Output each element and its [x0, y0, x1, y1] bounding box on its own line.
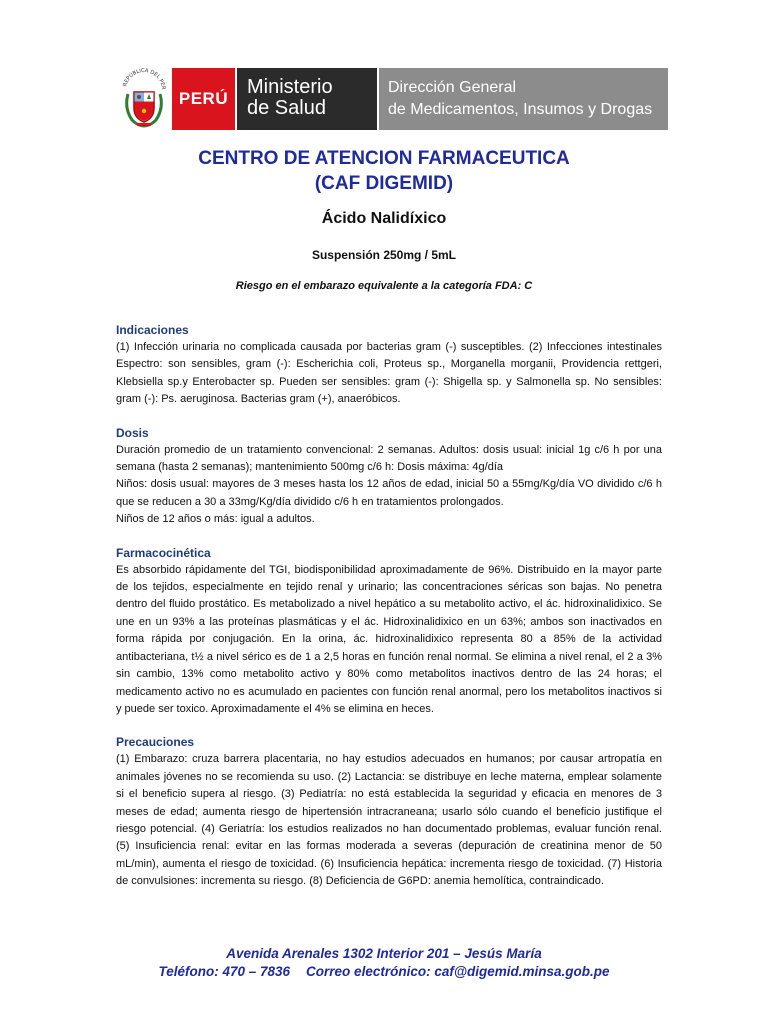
section-heading: Precauciones: [116, 735, 195, 750]
footer-email[interactable]: Correo electrónico: caf@digemid.minsa.gob.pe: [306, 964, 610, 979]
header-banner: [118, 68, 668, 130]
ministry-line-2: de Salud: [247, 97, 326, 119]
section-heading: Dosis: [116, 425, 149, 440]
footer-address: Avenida Arenales 1302 Interior 201 – Jesús María: [226, 946, 542, 961]
section-heading: Farmacocinética: [116, 545, 211, 560]
drug-name: Ácido Nalidíxico: [321, 210, 447, 227]
section-paragraph: Niños: dosis usual: mayores de 3 meses hasta los 12 años de edad, inicial 50 a 55mg/Kg/día VO dividido c/6 h que se reducen a 30 a 33mg/Kg/día dividido c/6 h en tratamientos prolongados.: [116, 478, 662, 508]
section-paragraph: Duración promedio de un tratamiento convencional: 2 semanas. Adultos: dosis usual: inicial 1g c/6 h por una semana (hasta 2 semanas); mantenimiento 500mg c/6 h: Dosis máxima: 4g/día: [116, 443, 662, 474]
section-heading: Indicaciones: [116, 323, 189, 337]
directorate-line-2: de Medicamentos, Insumos y Drogas: [388, 101, 653, 118]
monograph-body: [116, 322, 662, 907]
document-title-line-2: (CAF DIGEMID): [314, 173, 454, 194]
section-paragraph: Niños de 12 años o más: igual a adultos.: [116, 513, 315, 526]
peru-label: PERÚ: [178, 89, 229, 108]
section-paragraph: (1) Infección urinaria no complicada causada por bacterias gram (-) susceptibles. (2) Infecciones intestinales Espectro: son sensibles, gram (-): Escherichia coli, Proteus sp., Morganella morganii, Providencia rettgeri, Klebsiella sp.y Enterobacter sp. Pueden ser sensibles: gram (-): Shigella sp. y Salmonella sp. No sensibles: gram (-): Ps. aeruginosa. Bacterias gram (+), anaeróbicos.: [116, 341, 662, 406]
section-paragraph: (1) Embarazo: cruza barrera placentaria, no hay estudios adecuados en humanos; por causar artropatía en animales jóvenes no se recomienda su uso. (2) Lactancia: se distribuye en leche materna, emplear solamente si el beneficio supera al riesgo. (3) Pediatría: no está establecida la seguridad y eficacia en menores de 3 meses de edad; aumenta riesgo de hipertensión intracraneana; usarlo sólo cuando el beneficio justifique el riesgo potencial. (4) Geriatría: los estudios realizados no han documentado problemas, evaluar función renal. (5) Insuficiencia renal: evitar en las formas moderada a severas (depuración de creatinina menor de 50 mL/min), aumenta el riesgo de toxicidad. (6) Insuficiencia hepática: incrementa riesgo de toxicidad. (7) Historia de convulsiones: incrementa su riesgo. (8) Deficiencia de G6PD: anemia hemolítica, contraindicado.: [116, 753, 662, 888]
section-precauciones: [116, 734, 662, 890]
ministry-line-1: Ministerio: [247, 76, 333, 98]
directorate-label-box: [379, 68, 668, 130]
section-farmacocinetica: [116, 545, 662, 719]
peru-label-box: [172, 68, 235, 130]
section-dosis: [116, 425, 662, 529]
svg-text:REPÚBLICA DEL PERÚ: REPÚBLICA DEL PER: [122, 68, 167, 91]
document-title-line-1: CENTRO DE ATENCION FARMACEUTICA: [198, 148, 570, 169]
footer-phone: Teléfono: 470 – 7836: [158, 964, 291, 979]
section-indicaciones: [116, 322, 662, 409]
ministry-label-box: [237, 68, 377, 130]
section-paragraph: Es absorbido rápidamente del TGI, biodisponibilidad aproximadamente de 96%. Distribuido en la mayor parte de los tejidos, especialmente en tejido renal y urinario; las concentraciones séricas son bajas. No penetra dentro del fluido prostático. Es metabolizado a nivel hepático a su metabolito activo, el ác. hidroxinalidixico. Se une en un 93% a las proteínas plasmáticas y el ác. Hidroxinalidixico en un 63%; ambos son inactivados en forma rápida por conjugación. En la orina, ác. hidroxinalidixico representa 80 a 85% de la actividad antibacteriana, t½ a nivel sérico es de 1 a 2,5 horas en función renal normal. Se elimina a nivel renal, el 2 a 3% sin cambio, 13% como metabolito activo y 80% como metabolitos inactivos dentro de las 24 horas; el medicamento activo no es acumulado en pacientes con función renal anormal, pero los metabolitos inactivos si y puede ser toxico. Aproximadamente el 4% se elimina en heces.: [116, 563, 662, 715]
peru-coat-of-arms-logo: [118, 68, 170, 130]
pregnancy-risk-note: Riesgo en el embarazo equivalente a la categoría FDA: C: [235, 280, 533, 292]
directorate-line-1: Dirección General: [388, 79, 517, 96]
drug-presentation: Suspensión 250mg / 5mL: [311, 248, 457, 262]
footer-contact: [0, 964, 768, 979]
